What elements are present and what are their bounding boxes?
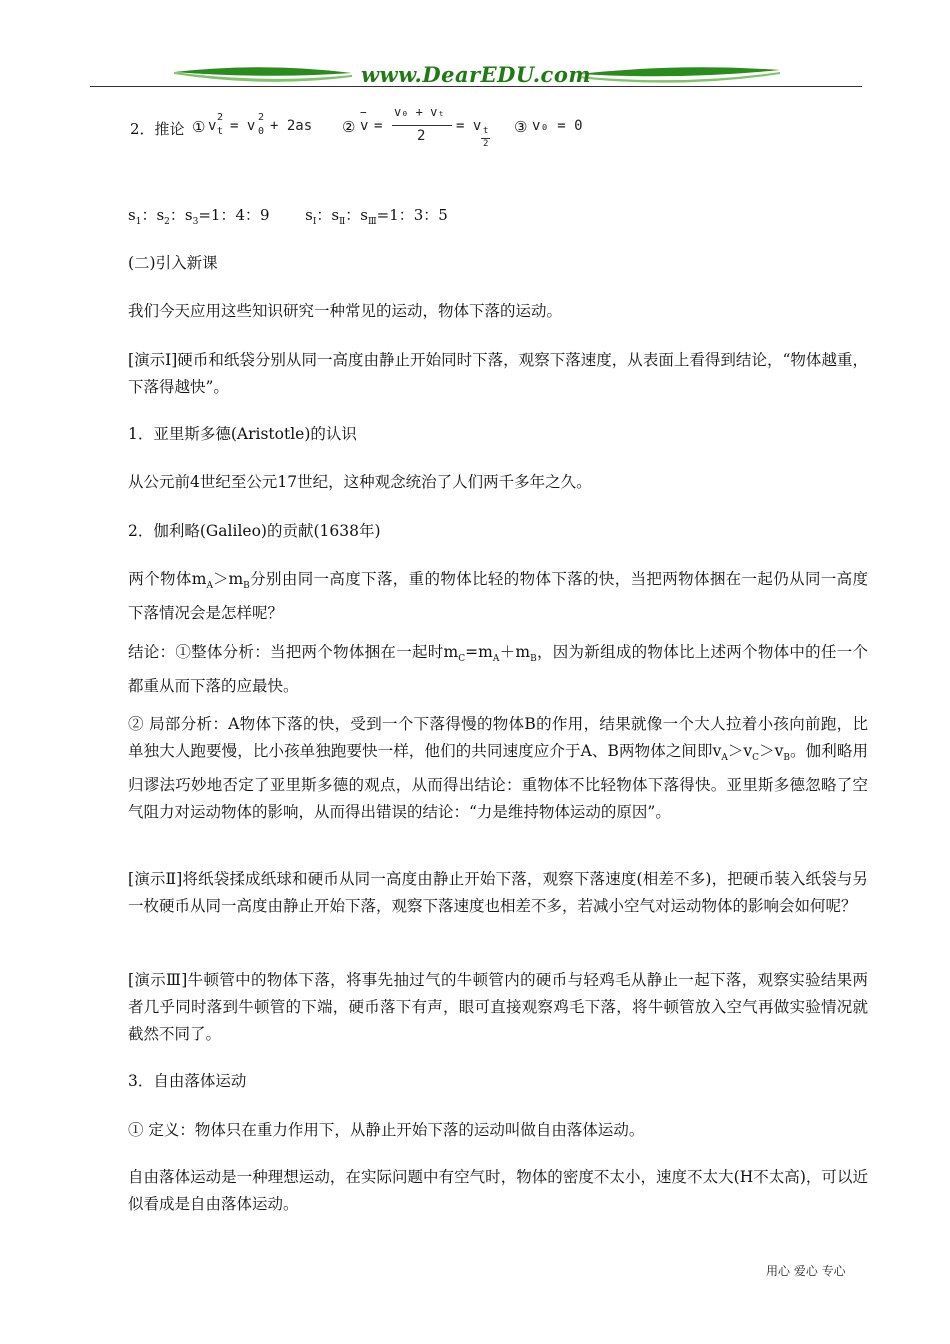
f1-sub-0: 0 [258, 126, 265, 137]
paragraph-ideal-motion: 自由落体运动是一种理想运动，在实际问题中有空气时，物体的密度不太小，速度不太大(H不太高)，可以近似看成是自由落体运动。 [128, 1168, 868, 1213]
demo-1-paragraph: [演示Ⅰ]硬币和纸袋分别从同一高度由静止开始同时下落，观察下落速度，从表面上看得到结论，“物体越重，下落得越快”。 [128, 351, 868, 396]
galileo-question-paragraph [128, 566, 868, 627]
ratio-sub: Ⅱ [339, 217, 346, 227]
ratio-s: s [305, 206, 313, 224]
ratio-sub: 3 [192, 217, 199, 227]
text-run: 分别由同一高度下落，重的物体比轻的物体下落的快，当把两物体捆在一起仍从同一高度下落情况会是怎样呢？ [128, 570, 868, 623]
fraction-bar [392, 125, 452, 126]
text-run: 结论：①整体分析：当把两个物体捆在一起时m [128, 643, 459, 661]
f1-sup: 2 [217, 112, 224, 123]
heading-aristotle: 1．亚里斯多德(Aristotle)的认识 [128, 425, 357, 443]
text-run: 。伽利略用归谬法巧妙地否定了亚里斯多德的观点，从而得出结论：重物体不比轻物体下落得快。亚里斯多德忽略了空气阻力对运动物体的影响，从而得出错误的结论：“力是维持物体运动的原因”。 [128, 742, 868, 822]
f2-sub-t: t [483, 126, 489, 136]
ratio-colon: ： [345, 206, 361, 224]
ratio-colon: ： [316, 206, 332, 224]
text-run: ＞v [759, 742, 784, 760]
circled-3: ③ [514, 118, 528, 136]
f3: v₀ = 0 [532, 118, 583, 134]
conclusion-local-paragraph [128, 711, 868, 826]
subscript: B [783, 753, 790, 764]
ratio-line [128, 204, 448, 227]
ratio-s: s [184, 206, 193, 224]
site-url-logo: www.DearEDU.com [360, 62, 592, 87]
f1-sup2: 2 [258, 112, 265, 123]
formula-label: 2．推论 [130, 120, 185, 138]
header-rule [90, 86, 862, 87]
ratio-colon: ： [169, 206, 185, 224]
text-run: ② 局部分析：A物体下落的快，受到一个下落得慢的物体B的作用，结果就像一个大人拉着小孩向前跑，比单独大人跑要慢，比小孩单独跑要快一样，他们的共同速度应介于A、B两物体之间即v [128, 715, 868, 760]
circled-1: ① [192, 118, 206, 136]
ratio-sub: Ⅲ [367, 217, 377, 227]
ratio-colon: ： [141, 206, 157, 224]
subscript: A [721, 753, 728, 764]
subscript: C [752, 753, 760, 764]
text-run: ＋m [499, 643, 531, 661]
subscript: B [243, 581, 250, 592]
ratio-sub: Ⅰ [312, 217, 317, 227]
ratio-s: s [128, 206, 136, 224]
section-heading-new-lesson: (二)引入新课 [128, 254, 218, 272]
f1-rest: + 2as [270, 118, 313, 134]
f1-eq: = v [230, 118, 256, 134]
ratio-values-1: =1：4：9 [198, 206, 270, 224]
f2-denominator: 2 [417, 128, 426, 144]
paragraph: 从公元前4世纪至公元17世纪，这种观念统治了人们两千多年之久。 [128, 473, 592, 491]
subscript: A [206, 581, 213, 592]
paragraph: 我们今天应用这些知识研究一种常见的运动，物体下落的运动。 [128, 302, 563, 320]
conclusion-whole-paragraph [128, 639, 868, 700]
ratio-sub: 1 [135, 217, 142, 227]
text-run: =m [465, 643, 493, 661]
f2-numerator: v₀ + vₜ [394, 105, 445, 119]
demo-2-paragraph: [演示Ⅱ]将纸袋揉成纸球和硬币从同一高度由静止开始下落，观察下落速度(相差不多)，把硬币装入纸袋与另一枚硬币从同一高度由静止开始下落，观察下落速度也相差不多，若减小空气对运动物体的影响会如何呢？ [128, 870, 868, 915]
f2-eq2: = v [456, 118, 482, 134]
ratio-s: s [331, 206, 340, 224]
page-footer: 用心 爱心 专心 [766, 1264, 846, 1278]
demo-3-paragraph: [演示Ⅲ]牛顿管中的物体下落，将事先抽过气的牛顿管内的硬币与轻鸡毛从静止一起下落，观察实验结果两者几乎同时落到牛顿管的下端，硬币落下有声，眼可直接观察鸡毛下落，将牛顿管放入空气再做实验情况就截然不同了。 [128, 971, 868, 1043]
f2-sub-2: 2 [483, 139, 489, 149]
ratio-sub: 2 [164, 217, 170, 227]
heading-free-fall: 3．自由落体运动 [128, 1072, 247, 1090]
f1-v: v [208, 118, 217, 134]
text-run: ＞m [212, 570, 244, 588]
definition-paragraph: ① 定义：物体只在重力作用下，从静止开始下落的运动叫做自由落体运动。 [128, 1121, 645, 1139]
formula-line [128, 104, 648, 164]
text-run: ，因为新组成的物体比上述两个物体中的任一个都重从而下落的应最快。 [128, 643, 869, 696]
f2-bar: − [360, 106, 367, 119]
ratio-s: s [360, 206, 368, 224]
text-run: 两个物体m [128, 570, 207, 588]
subscript: B [530, 654, 537, 665]
text-run: ＞v [727, 742, 753, 760]
f2-vbar: v [360, 118, 369, 134]
f1-sub-t: t [217, 126, 224, 137]
subscript: A [492, 654, 500, 665]
circled-2: ② [342, 118, 356, 136]
f2-eq: = [374, 118, 383, 134]
subscript: C [458, 654, 466, 665]
ratio-s: s [156, 206, 165, 224]
heading-galileo: 2．伽利略(Galileo)的贡献(1638年) [128, 522, 381, 540]
ratio-values-2: =1：3：5 [376, 206, 448, 224]
